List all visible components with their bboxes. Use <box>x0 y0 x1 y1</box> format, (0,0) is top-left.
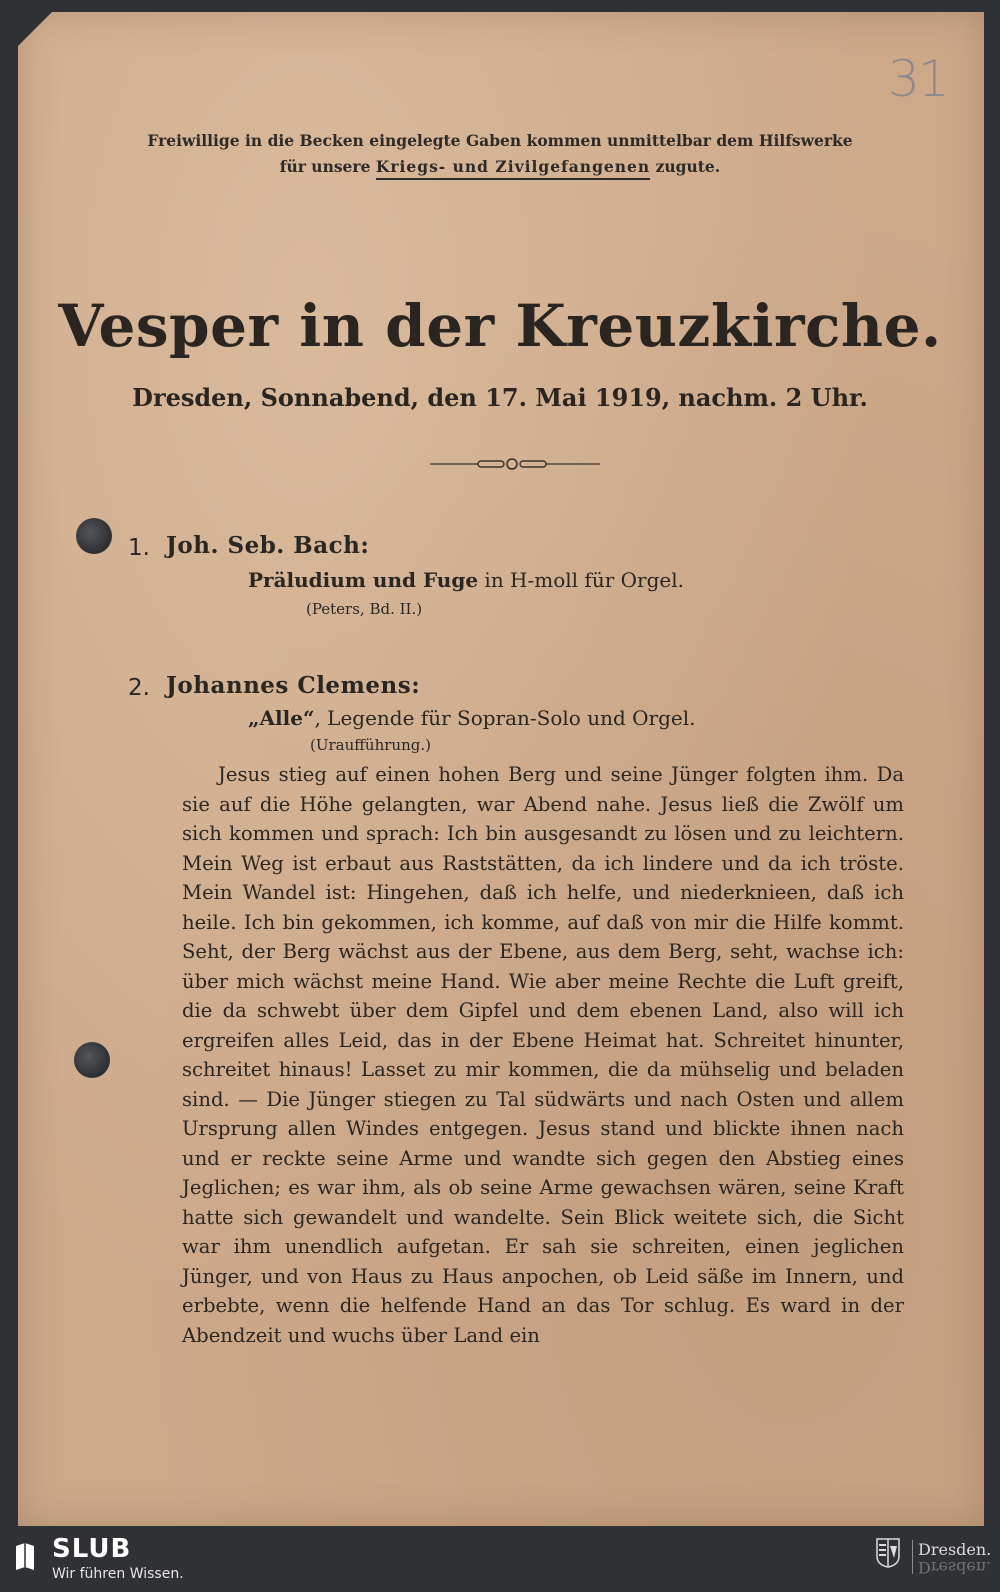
slub-book-icon[interactable] <box>14 1542 36 1572</box>
notice-underlined-text: Kriegs- und Zivilgefangenen <box>376 157 650 180</box>
handwritten-page-number: 31 <box>888 50 948 108</box>
page-subtitle: Dresden, Sonnabend, den 17. Mai 1919, nachm. 2 Uhr. <box>132 383 868 412</box>
dresden-logo-text[interactable]: Dresden. <box>918 1540 992 1559</box>
item-1-edition: (Peters, Bd. II.) <box>306 600 423 618</box>
item-1-number: 1. <box>128 535 150 561</box>
dresden-coat-of-arms-icon <box>876 1538 900 1568</box>
notice-line-2-start: für unsere <box>279 157 371 176</box>
donation-notice <box>90 128 910 180</box>
notice-line-2 <box>90 154 910 180</box>
slub-brand[interactable]: SLUB <box>52 1534 132 1564</box>
legend-lyrics: Jesus stieg auf einen hohen Berg und seine Jünger folgten ihm. Da sie auf die Höhe gelangten, war Abend nahe. Jesus ließ die Zwölf um sich kommen und sprach: Ich bin ausgesandt zu lösen und zu leichtern. Mein Weg ist erbaut aus Raststätten, da ich lindere und da ich tröste. Mein Wandel ist: Hingehen, daß ich helfe, und niederknieen, daß ich heile. Ich bin gekommen, ich komme, auf daß von mir die Hilfe kommt. Seht, der Berg wächst aus der Ebene, aus dem Berg, seht, wachse ich: über mich wächst meine Hand. Wie aber meine Rechte die Luft greift, die da schwebt über dem Gipfel und dem ebenen Land, also will ich ergreifen alles Leid, das in der Ebene Heimat hat. Schreitet hinunter, schreitet hinaus! Lasset zu mir kommen, die da mühselig und beladen sind. — Die Jünger stiegen zu Tal südwärts und nach Osten und allem Ursprung allen Windes entgegen. Jesus stand und blickte ihnen nach und er reckte seine Arme und wandte sich gegen den Abstieg eines Jeglichen; es war ihm, als ob seine Arme gewachsen wären, seine Kraft hatte sich gewandelt und wandelte. Sein Blick weitete sich, die Sicht war ihm unendlich aufgetan. Er sah sie schreiten, einen jeglichen Jünger, und von Haus zu Haus anpochen, ob Leid säße im Innern, und erbebte, wenn die helfende Hand an das Tor schlug. Es ward in der Abendzeit und wuchs über Land ein <box>182 763 904 1347</box>
item-2-work-title: „Alle“ <box>248 706 315 730</box>
notice-line-2-end: zugute. <box>655 157 721 176</box>
viewer-footer <box>0 1526 1000 1592</box>
page-corner-fold <box>18 12 52 46</box>
page-title: Vesper in der Kreuzkirche. <box>58 292 942 360</box>
slub-tagline: Wir führen Wissen. <box>52 1566 184 1582</box>
item-1-work-title: Präludium und Fuge <box>248 568 479 592</box>
ornament-divider-icon <box>430 458 610 470</box>
item-2-work <box>248 706 695 730</box>
item-2-number: 2. <box>128 675 150 701</box>
punch-hole-bottom <box>74 1042 110 1078</box>
footer-divider <box>912 1540 913 1574</box>
notice-line-1: Freiwillige in die Becken eingelegte Gaben kommen unmittelbar dem Hilfswerke <box>147 131 853 150</box>
item-2-composer: Johannes Clemens: <box>166 672 421 699</box>
item-1-work <box>248 568 684 592</box>
item-2-work-details: , Legende für Sopran-Solo und Orgel. <box>314 706 696 730</box>
item-2-edition: (Uraufführung.) <box>310 736 431 754</box>
item-1-work-details: in H-moll für Orgel. <box>478 568 684 592</box>
item-1-composer: Joh. Seb. Bach: <box>166 532 370 559</box>
punch-hole-top <box>76 518 112 554</box>
dresden-logo-reflection: Dresden. <box>918 1558 992 1577</box>
